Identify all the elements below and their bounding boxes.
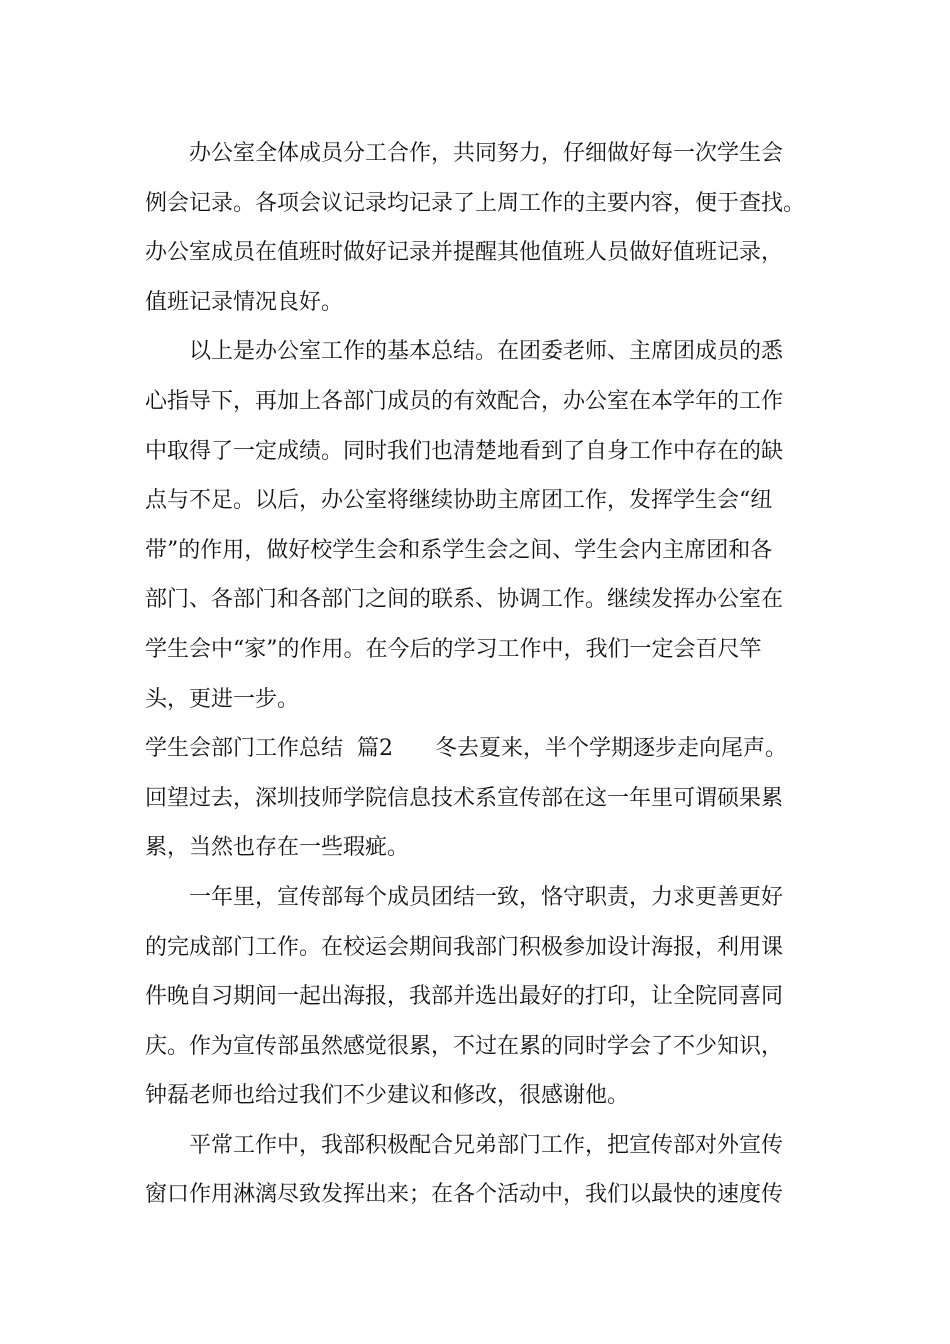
text-line: 学生会中“家”的作用。在今后的学习工作中，我们一定会百尺竿 bbox=[145, 636, 762, 662]
text-line: 部门、各部门和各部门之间的联系、协调工作。继续发挥办公室在 bbox=[145, 587, 784, 613]
text-line: 中取得了一定成绩。同时我们也清楚地看到了自身工作中存在的缺 bbox=[145, 438, 784, 464]
text-line: 头，更进一步。 bbox=[145, 686, 300, 712]
document-body bbox=[145, 129, 815, 1220]
text-line: 钟磊老师也给过我们不少建议和修改，很感谢他。 bbox=[145, 1083, 630, 1109]
text-line: 办公室全体成员分工合作，共同努力，仔细做好每一次学生会 bbox=[189, 141, 784, 166]
section-heading-line: 学生会部门工作总结 篇2 冬去夏来，半个学期逐步走向尾声。 bbox=[145, 736, 787, 762]
text-line: 庆。作为宣传部虽然感觉很累，不过在累的同时学会了不少知识， bbox=[145, 1033, 784, 1059]
text-line: 的完成部门工作。在校运会期间我部门积极参加设计海报，利用课 bbox=[145, 934, 784, 960]
text-line: 心指导下，再加上各部门成员的有效配合，办公室在本学年的工作 bbox=[145, 388, 784, 414]
text-line: 一年里，宣传部每个成员团结一致，恪守职责，力求更善更好 bbox=[189, 884, 784, 910]
text-line: 累，当然也存在一些瑕疵。 bbox=[145, 835, 410, 861]
text-line: 窗口作用淋漓尽致发挥出来；在各个活动中，我们以最快的速度传 bbox=[145, 1182, 784, 1208]
text-line: 办公室成员在值班时做好记录并提醒其他值班人员做好值班记录， bbox=[145, 240, 784, 266]
text-line: 带”的作用，做好校学生会和系学生会之间、学生会内主席团和各 bbox=[145, 537, 773, 563]
text-line: 件晚自习期间一起出海报，我部并选出最好的打印，让全院同喜同 bbox=[145, 984, 784, 1010]
text-line: 点与不足。以后，办公室将继续协助主席团工作，发挥学生会“纽 bbox=[145, 488, 773, 514]
text-line: 例会记录。各项会议记录均记录了上周工作的主要内容，便于查找。 bbox=[145, 190, 806, 216]
text-line: 值班记录情况良好。 bbox=[145, 289, 344, 315]
text-line: 回望过去，深圳技师学院信息技术系宣传部在这一年里可谓硕果累 bbox=[145, 785, 784, 811]
text-line: 平常工作中，我部积极配合兄弟部门工作，把宣传部对外宣传 bbox=[189, 1132, 784, 1158]
text-line: 以上是办公室工作的基本总结。在团委老师、主席团成员的悉 bbox=[189, 339, 784, 365]
